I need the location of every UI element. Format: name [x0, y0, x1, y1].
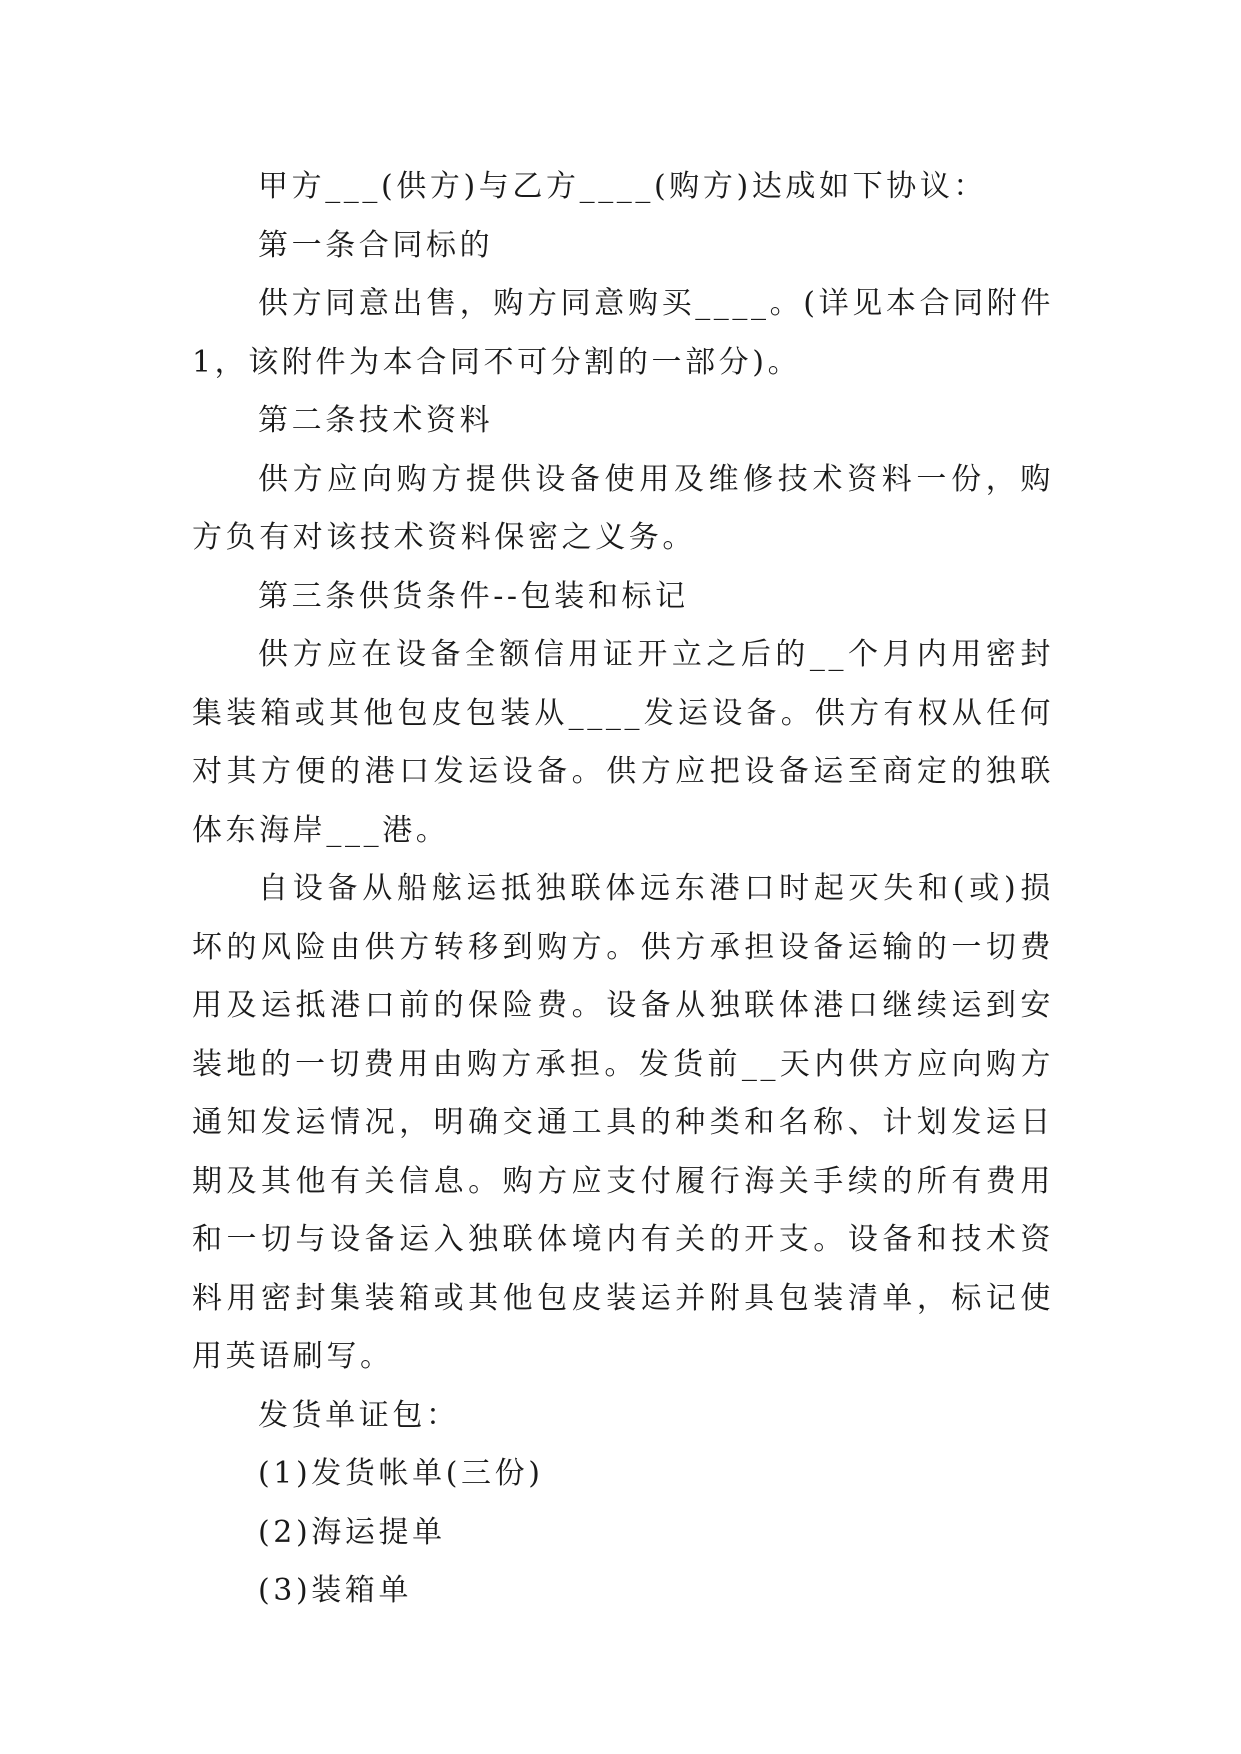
paragraph-article-3-risk: 自设备从船舷运抵独联体远东港口时起灭失和(或)损坏的风险由供方转移到购方。供方承担设备运输的一切费用及运抵港口前的保险费。设备从独联体港口继续运到安装地的一切费用由购方承担。发货前__天内供方应向购方通知发运情况，明确交通工具的种类和名称、计划发运日期及其他有关信息。购方应支付履行海关手续的所有费用和一切与设备运入独联体境内有关的开支。设备和技术资料用密封集装箱或其他包皮装运并附具包装清单，标记使用英语刷写。: [192, 871, 1054, 1374]
paragraph-parties: 甲方___(供方)与乙方____(购方)达成如下协议：: [258, 169, 988, 204]
list-item-invoice: (1)发货帐单(三份): [258, 1456, 544, 1491]
heading-article-2: 第二条技术资料: [258, 403, 494, 438]
paragraph-article-3-shipping: 供方应在设备全额信用证开立之后的__个月内用密封集装箱或其他包皮包装从____发运设备。供方有权从任何对其方便的港口发运设备。供方应把设备运至商定的独联体东海岸___港。: [192, 637, 1054, 848]
paragraph-documents-intro: 发货单证包：: [258, 1397, 460, 1433]
document-page: [192, 158, 1054, 1621]
list-item-bill-of-lading: (2)海运提单: [258, 1514, 446, 1550]
heading-article-1: 第一条合同标的: [258, 227, 494, 263]
list-item-packing-list: (3)装箱单: [258, 1573, 413, 1608]
heading-article-3: 第三条供货条件--包装和标记: [258, 578, 689, 614]
paragraph-article-2: 供方应向购方提供设备使用及维修技术资料一份，购方负有对该技术资料保密之义务。: [192, 461, 1054, 555]
paragraph-article-1: 供方同意出售，购方同意购买____。(详见本合同附件1，该附件为本合同不可分割的一部分)。: [192, 286, 1054, 380]
